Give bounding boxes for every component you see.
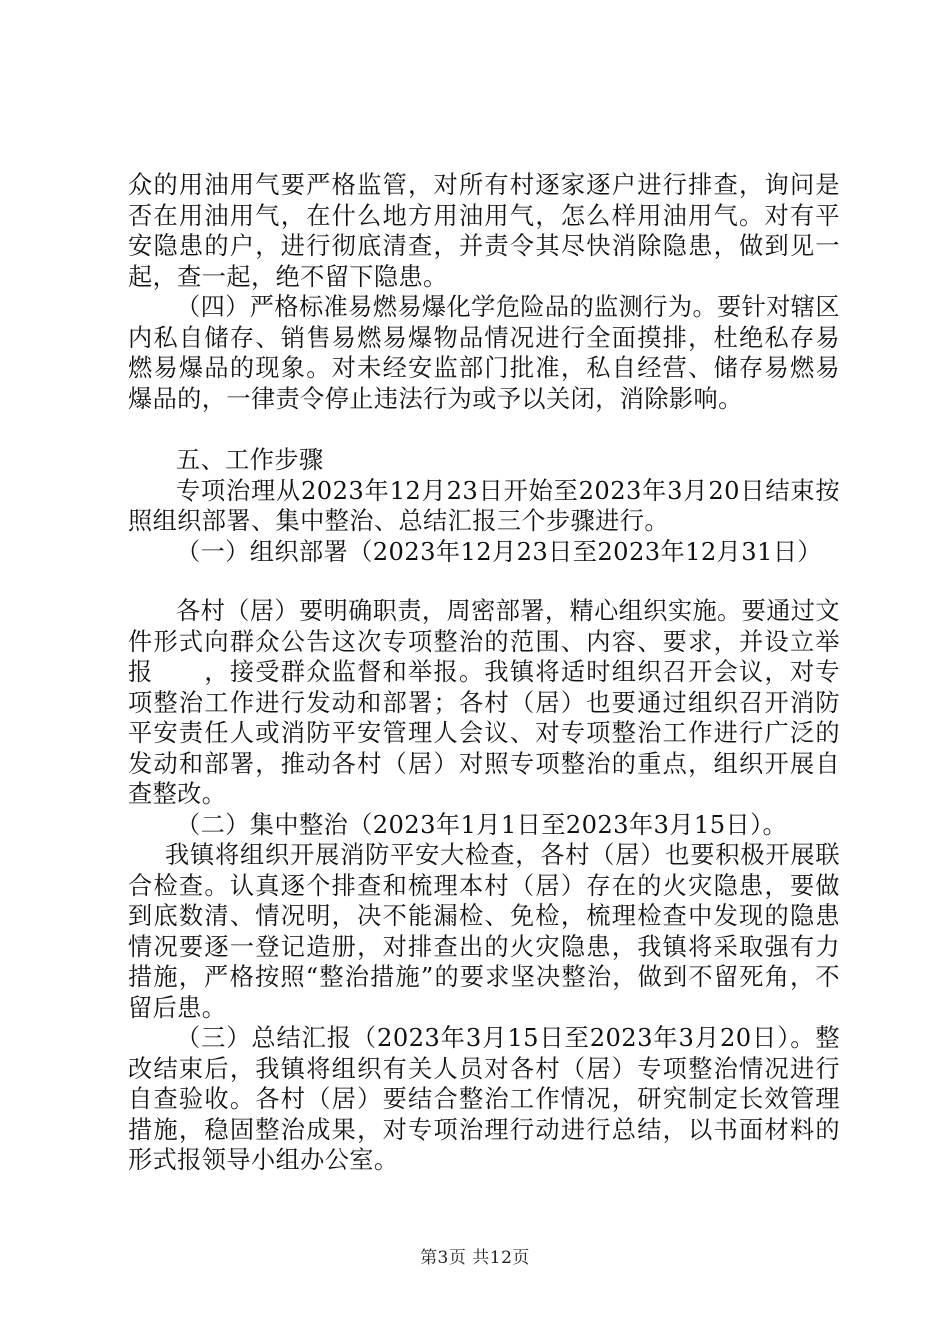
paragraph-fuel-gas-inspection: 众的用油用气要严格监管，对所有村逐家逐户进行排查，询问是否在用油用气，在什么地方用油用气，怎么样用油用气。对有平安隐患的户，进行彻底清查，并责令其尽快消除隐患，做到见一起，查一起，绝不留下隐患。 (128, 171, 840, 291)
paragraph-organize-deploy: 各村（居）要明确职责，周密部署，精心组织实施。要通过文件形式向群众公告这次专项整治的范围、内容、要求，并设立举报 ，接受群众监督和举报。我镇将适时组织召开会议，对专项整治工作进行发动和部署；各村（居）也要通过组织召开消防平安责任人或消防平安管理人会议、对专项整治工作进行广泛的发动和部署，推动各村（居）对照专项整治的重点，组织开展自查整改。 (128, 597, 840, 808)
section-heading-work-steps: 五、工作步骤 (176, 446, 324, 474)
paragraph-centralized-rectification: 我镇将组织开展消防平安大检查，各村（居）也要积极开展联合检查。认真逐个排查和梳理本村（居）存在的火灾隐患，要做到底数清、情况明，决不能漏检、免检，梳理检查中发现的隐患情况要逐一登记造册，对排查出的火灾隐患，我镇将采取强有力措施，严格按照“整治措施”的要求坚决整治，做到不留死角，不留后患。 (128, 841, 840, 1022)
page-number-footer: 第3页 共12页 (420, 1248, 530, 1268)
document-body (128, 170, 840, 1176)
paragraph-summary-report: （三）总结汇报（2023年3月15日至2023年3月20日）。整改结束后，我镇将组织有关人员对各村（居）专项整治情况进行自查验收。各村（居）要结合整治工作情况，研究制定长效管理措施，稳固整治成果，对专项治理行动进行总结，以书面材料的形式报领导小组办公室。 (128, 1024, 840, 1174)
subheading-centralized-rectification: （二）集中整治（2023年1月1日至2023年3月15日）。 (176, 810, 788, 839)
paragraph-work-steps-intro: 专项治理从2023年12月23日开始至2023年3月20日结束按照组织部署、集中整治、总结汇报三个步骤进行。 (128, 476, 840, 535)
paragraph-hazardous-chemicals: （四）严格标准易燃易爆化学危险品的监测行为。要针对辖区内私自储存、销售易燃易爆物品情况进行全面摸排，杜绝私存易燃易爆品的现象。对未经安监部门批准，私自经营、储存易燃易爆品的，一律责令停止违法行为或予以关闭，消除影响。 (128, 293, 840, 413)
subheading-organize-deploy: （一）组织部署（2023年12月23日至2023年12月31日） (176, 537, 823, 566)
